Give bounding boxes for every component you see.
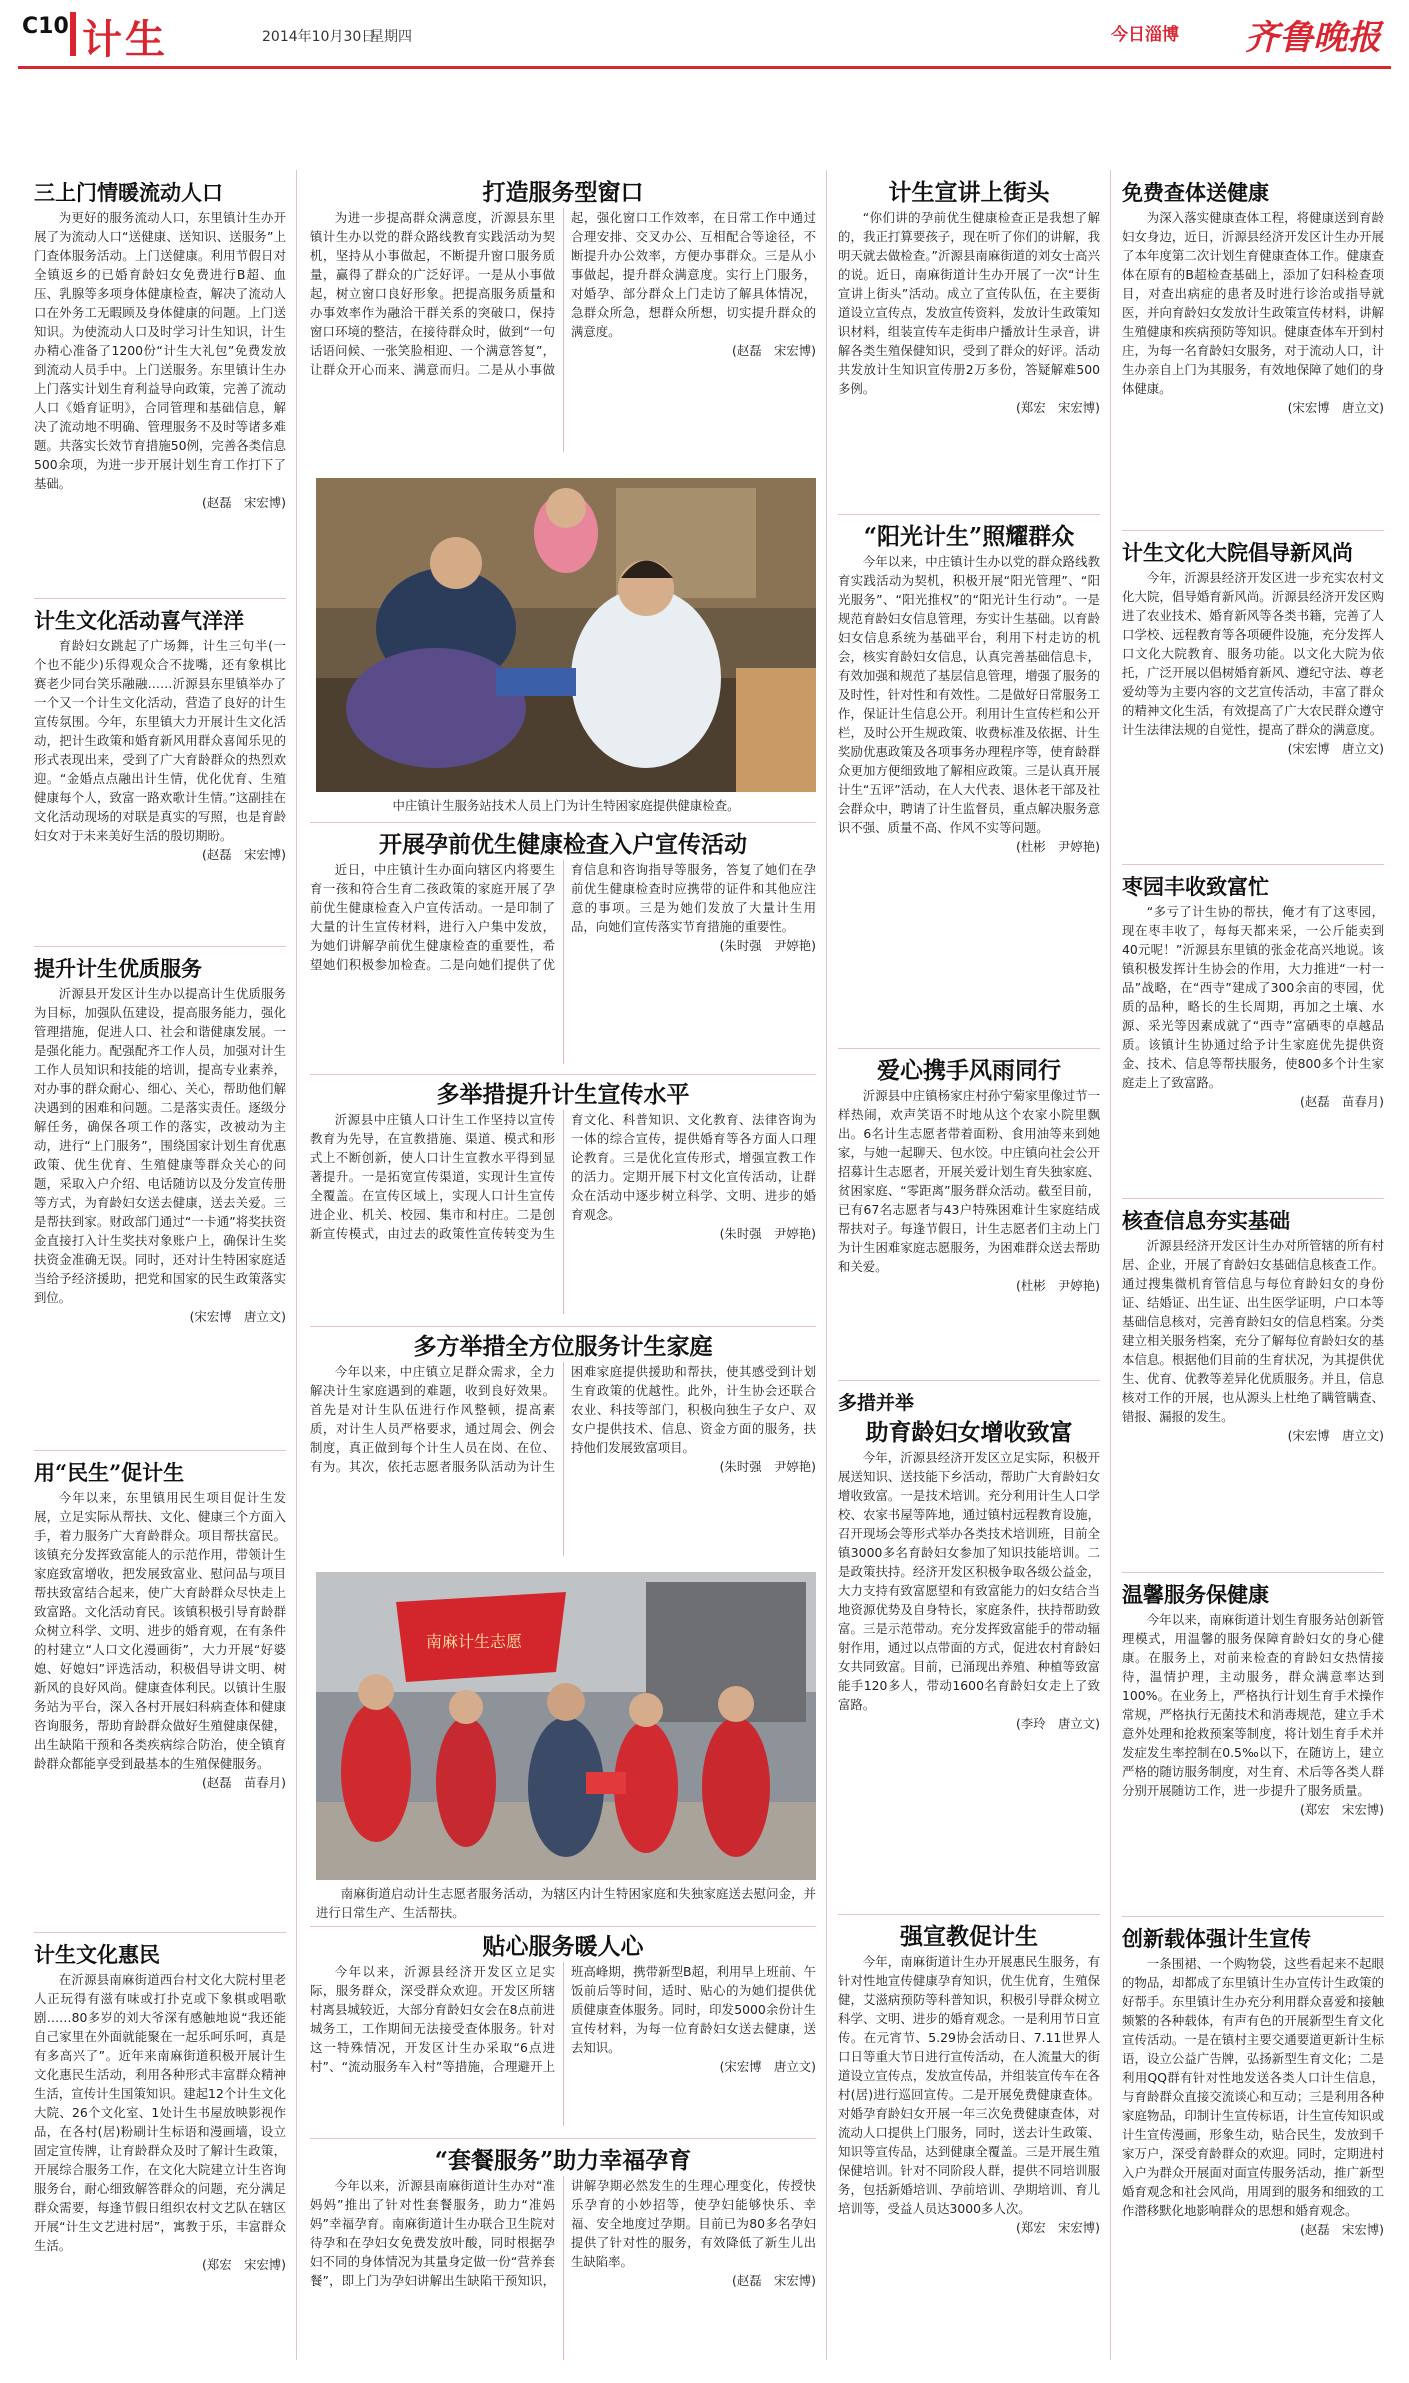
rule [310, 1926, 816, 1927]
headline: 核查信息夯实基础 [1122, 1208, 1290, 1233]
article-a18 [1122, 538, 1384, 858]
page-number: C10 [22, 14, 69, 39]
byline: (赵磊 宋宏博) [1299, 2222, 1384, 2237]
article-a12 [838, 178, 1100, 508]
headline: 免费查体送健康 [1122, 180, 1269, 205]
rule [1122, 1572, 1384, 1573]
photo-health-check [316, 478, 816, 792]
rule [1122, 864, 1384, 865]
headline: 计生宣讲上街头 [888, 179, 1050, 206]
headline: 提升计生优质服务 [34, 956, 202, 981]
column-divider [826, 170, 827, 2360]
article-a14 [838, 1056, 1100, 1374]
article-body: 沂源县经济开发区计生办对所管辖的所有村居、企业，开展了育龄妇女基础信息核查工作。通过搜集微机育管信息与每位育龄妇女的身份证、结婚证、出生证、出生医学证明，户口本等基础信息核对，完善育龄妇女的信息档案。分类建立相关服务档案，充分了解每位育龄妇女的基本信息。根据他们目前的生育状况，为其提供优生、优育、优教等差异化优质服务。并且，信息核对工作的开展，也从源头上杜绝了瞒管瞒查、错报、漏报的发生。 [1122, 1238, 1384, 1424]
headline: 温馨服务保健康 [1122, 1582, 1269, 1607]
headline: “套餐服务”助力幸福孕育 [434, 2147, 692, 2174]
column-divider [1110, 170, 1111, 2360]
rule [1122, 1916, 1384, 1917]
rule [838, 514, 1100, 515]
byline: (宋宏博 唐立文) [719, 2059, 816, 2074]
photo-caption: 中庄镇计生服务站技术人员上门为计生特困家庭提供健康检查。 [392, 798, 740, 813]
article-body: “多亏了计生协的帮扶，俺才有了这枣园，现在枣丰收了，每每天都来采，一公斤能卖到40元呢！”沂源县东里镇的张金花高兴地说。该镇积极发挥计生协会的作用，大力推进“一村一品”战略，在“西寺”建成了300余亩的枣园，优质的品种，略长的生长周期，再加之土壤、水源、采光等因素成就了“西寺”富硒枣的卓越品质。该镇计生协通过给予计生家庭优先提供资金、技术、信息等帮扶服务，使800多个计生家庭走上了致富路。 [1122, 904, 1384, 1090]
headline: 计生文化大院倡导新风尚 [1122, 540, 1353, 565]
byline: (朱时强 尹婷艳) [719, 1459, 816, 1474]
byline: (赵磊 宋宏博) [201, 847, 286, 862]
article-a3 [34, 954, 286, 1444]
article-a22 [1122, 1924, 1384, 2366]
byline: (朱时强 尹婷艳) [719, 938, 816, 953]
article-body: 沂源县中庄镇杨家庄村孙宁菊家里像过节一样热闹，欢声笑语不时地从这个农家小院里飘出。6名计生志愿者带着面粉、食用油等来到她家，与她一起聊天、包水饺。中庄镇向社会公开招募计生志愿者，开展关爱计划生育失独家庭、贫困家庭、“零距离”服务群众活动。截至目前，已有67名志愿者与43户特殊困难计生家庭结成帮扶对子。每逢节假日，计生志愿者们主动上门为计生困难家庭志愿服务，为困难群众送去帮助和关爱。 [838, 1088, 1100, 1274]
rule [1122, 530, 1384, 531]
headline: 多举措提升计生宣传水平 [436, 1081, 690, 1108]
article-body: 为深入落实健康查体工程，将健康送到育龄妇女身边，近日，沂源县经济开发区计生办开展了本年度第二次计划生育健康查体工作。健康查体在原有的B超检查基础上，添加了妇科检查项目，对查出病症的患者及时进行诊治或指导就医，并向育龄妇女发放计生政策宣传材料，讲解生殖健康和疾病预防等知识。健康查体车开到村庄，为每一名育龄妇女服务，对于流动人口，计生办亲自上门为其服务，有效地保障了她们的身体健康。 [1122, 210, 1384, 396]
article-body: 一条围裙、一个购物袋，这些看起来不起眼的物品，却都成了东里镇计生办宣传计生政策的好帮手。东里镇计生办充分利用群众喜爱和接触频繁的各种载体，有声有色的开展新型生育文化宣传活动。一是在镇村主要交通要道更新计生标语，设立公益广告牌，弘扬新型生育文化；二是利用QQ群有针对性地发送各类人口计生信息，与育龄群众直接交流谈心和互动；三是利用各种家庭物品，印制计生宣传标语，计生宣传知识或计生宣传漫画，形象生动，贴合民生，发放到千家万户，深受育龄群众的欢迎。同时，定期进村入户为群众开展面对面宣传服务活动，推广新型婚育观念和社会风尚，用周到的服务和细致的工作潜移默化地影响群众的思想和婚育观念。 [1122, 1956, 1384, 2218]
headline: 计生文化惠民 [34, 1942, 160, 1967]
rule [310, 1326, 816, 1327]
newspaper-logo: 齐鲁晚报 [1245, 18, 1381, 58]
rule [838, 1914, 1100, 1915]
rule [310, 822, 816, 823]
brand-subtitle: 今日淄博 [1111, 25, 1179, 45]
article-body: 今年，沂源县经济开发区立足实际，积极开展送知识、送技能下乡活动，帮助广大育龄妇女增收致富。一是技术培训。充分利用计生人口学校、农家书屋等阵地，通过镇村远程教育设施，召开现场会等形式举办各类技术培训班，目前全镇3000多名育龄妇女参加了知识技能培训。二是政策扶持。经济开发区积极争取各级公益金，大力支持有致富愿望和有致富能力的妇女结合当地资源优势及自身特长，家庭条件，扶持帮助致富。三是示范带动。充分发挥致富能手的带动辐射作用，通过以点带面的方式，促进农村育龄妇女共同致富。目前，已涌现出养殖、种植等致富能手120多人，带动1600名育龄妇女走上了致富路。 [838, 1450, 1100, 1712]
article-body: “你们讲的孕前优生健康检查正是我想了解的，我正打算要孩子，现在听了你们的讲解，我明天就去做检查。”沂源县南麻街道的刘女士高兴的说。近日，南麻街道计生办开展了一次“计生宣讲上街头”活动。成立了宣传队伍，在主要街道设立宣传点，发放宣传资料，发放计生政策知识材料，组装宣传车走街串户播放计生录音，讲解各类生殖保健知识，受到了群众的好评。活动共发放计生知识宣传册2万多份，答疑解难500多例。 [838, 210, 1100, 396]
article-body: 近日，中庄镇计生办面向辖区内将要生育一孩和符合生育二孩政策的家庭开展了孕前优生健康检查入户宣传活动。一是印制了大量的计生宣传材料，进行入户集中发放，为她们讲解孕前优生健康检查的重要性，希望她们积极参加检查。二是向她们提供了优育信息和咨询指导等服务，答复了她们在孕前优生健康检查时应携带的证件和其他应注意的事项。三是为她们发放了大量计生用品，向她们宣传落实节育措施的重要性。 [310, 862, 816, 972]
byline: (赵磊 宋宏博) [731, 343, 816, 358]
article-body: 育龄妇女跳起了广场舞，计生三句半(一个也不能少)乐得观众合不拢嘴，还有象棋比赛老少同台笑乐融融……沂源县东里镇举办了一个又一个计生文化活动，营造了良好的计生宣传氛围。今年，东里镇大力开展计生文化活动，把计生政策和婚育新风用群众喜闻乐见的形式表现出来，受到了广大育龄群众的热烈欢迎。“金婚点点融出计生情，优化优育、生殖健康每个人，致富一路欢歌计生情。”这副挂在文化活动现场的对联是真实的写照，也是育龄妇女对于未来美好生活的殷切期盼。 [34, 638, 286, 843]
byline: (朱时强 尹婷艳) [719, 1226, 816, 1241]
byline: (宋宏博 唐立文) [1287, 400, 1384, 415]
article-body: 今年以来，沂源县南麻街道计生办对“准妈妈”推出了针对性套餐服务，助力“准妈妈”幸福孕育。南麻街道计生办联合卫生院对待孕和在孕妇女免费发放叶酸，同时根据孕妇不同的身体情况为其量身定做一份“营养套餐”，即上门为孕妇讲解出生缺陷干预知识，讲解孕期必然发生的生理心理变化，传授快乐孕育的小妙招等，使孕妇能够快乐、幸福、安全地度过孕期。目前已为80多名孕妇提供了针对性的服务，有效降低了新生儿出生缺陷率。 [310, 2178, 816, 2288]
headline: 计生文化活动喜气洋洋 [34, 608, 244, 633]
headline: 多方举措全方位服务计生家庭 [413, 1333, 713, 1360]
kicker: 多措并举 [838, 1392, 915, 1414]
article-a19 [1122, 872, 1384, 1192]
article-body: 沂源县开发区计生办以提高计生优质服务为目标，加强队伍建设，提高服务能力，强化管理措施，促进人口、社会和谐健康发展。一是强化能力。配强配齐工作人员，加强对计生工作人员知识和技能的培训，提高专业素养，对办事的群众耐心、细心、关心，帮助他们解决遇到的困难和问题。二是落实责任。逐级分解任务，确保各项工作的落实，改被动为主动，进行“上门服务”，围绕国家计划生育优惠政策、优生优育、生殖健康等群众关心的问题，采取入户介绍、电话随访以及分发宣传册等方式，为育龄妇女送去健康，送去关爱。三是帮扶到家。财政部门通过“一卡通”将奖扶资金直接打入计生奖扶对象账户上，确保计生奖扶资金准确无误。同时，还对计生特困家庭适当给予经济援助，把党和国家的民生政策落实到位。 [34, 986, 286, 1305]
byline: (李玲 唐立文) [1015, 1716, 1100, 1731]
article-a11 [310, 2146, 816, 2366]
article-body: 为更好的服务流动人口，东里镇计生办开展了为流动人口“送健康、送知识、送服务”上门查体服务活动。上门送健康。利用节假日对全镇返乡的已婚育龄妇女免费进行B超、血压、乳腺等多项身体健康检查，解决了流动人口在外务工无暇顾及身体健康的问题。上门送知识。为使流动人口及时学习计生知识，计生办精心准备了1200份“计生大礼包”免费发放到流动人员手中。上门送服务。东里镇计生办上门落实计划生育利益导向政策，完善了流动人口《婚育证明》，合同管理和基础信息，解决了流动地不明确、管理服务不及时等诸多难题。共落实长效节育措施50例，完善各类信息500余项，为进一步开展计划生育工作打下了基础。 [34, 210, 286, 491]
rule [34, 598, 286, 599]
article-body: 今年以来，南麻街道计划生育服务站创新管理模式，用温馨的服务保障育龄妇女的身心健康。在服务上，对前来检查的育龄妇女热情接待，温情护理，主动服务，群众满意率达到100%。在业务上，严格执行计划生育手术操作常规，严格执行无菌技术和消毒规范，建立手术意外处理和抢救预案等制度，将计划生育手术并发症发生率控制在0.5‰以下，在随访上，建立严格的随访服务制度，对生育、术后等各类人群分别开展随访工作，进一步提升了服务质量。 [1122, 1612, 1384, 1798]
article-a17 [1122, 178, 1384, 524]
byline: (宋宏博 唐立文) [189, 1309, 286, 1324]
article-a16 [838, 1922, 1100, 2366]
rule [34, 1932, 286, 1933]
headline: 用“民生”促计生 [34, 1460, 185, 1485]
column-divider [296, 170, 297, 2360]
byline: (杜彬 尹婷艳) [1015, 839, 1100, 854]
byline: (赵磊 苗春月) [1299, 1094, 1384, 1109]
article-body: 今年以来，沂源县经济开发区立足实际，服务群众，深受群众欢迎。开发区所辖村离县城较近，大部分育龄妇女会在8点前进城务工，工作期间无法接受查体服务。针对这一特殊情况，开发区计生办采取“6点进村”、“流动服务车入村”等措施，合理避开上班高峰期，携带新型B超，利用早上班前、午饭前后等时间，适时、贴心的为她们提供优质健康查体服务。同时，印发5000余份计生宣传材料，为每一位育龄妇女送去健康，送去知识。 [310, 1964, 816, 2074]
headline: “阳光计生”照耀群众 [863, 523, 1075, 550]
photo-caption: 南麻街道启动计生志愿者服务活动，为辖区内计生特困家庭和失独家庭送去慰问金，并进行日常生产、生活帮扶。 [316, 1886, 816, 1920]
byline: (赵磊 苗春月) [201, 1775, 286, 1790]
article-a9 [310, 1332, 816, 1562]
volunteer-photo [316, 1572, 816, 1880]
article-body: 今年以来，中庄镇立足群众需求，全力解决计生家庭遇到的难题，收到良好效果。首先是对计生队伍进行作风整顿，提高素质，对计生人员严格要求，通过周会、例会制度，真正做到每个计生人员在岗、在位、有为。其次，依托志愿者服务队活动为计生困难家庭提供援助和帮扶，使其感受到计划生育政策的优越性。此外，计生协会还联合农业、科技等部门，积极向独生子女户、双女户提供技术、信息、资金方面的服务，扶持他们发展致富项目。 [310, 1364, 816, 1474]
header-rule [18, 66, 1391, 69]
health-check-photo [316, 478, 816, 792]
rule [838, 1380, 1100, 1381]
headline: 开展孕前优生健康检查入户宣传活动 [379, 831, 747, 858]
byline: (宋宏博 唐立文) [1287, 1428, 1384, 1443]
article-a15 [838, 1388, 1100, 1908]
byline: (郑宏 宋宏博) [1015, 2220, 1100, 2235]
byline: (赵磊 宋宏博) [201, 495, 286, 510]
article-body: 今年以来，中庄镇计生办以党的群众路线教育实践活动为契机，积极开展“阳光管理”、“阳光服务”、“阳光推权”的“阳光计生行动”。一是规范育龄妇女信息管理，夯实计生基础。以育龄妇女信息系统为基础平台，利用下村走访的机会，核实育龄妇女信息，认真完善基础信息卡，有效加强和规范了基层信息管理，增强了服务的及时性，针对性和有效性。二是做好日常服务工作，保证计生信息公开。利用计生宣传栏和公开栏，及时公开生规政策、收费标准及依据、计生奖励优惠政策及各项事务办理程序等，使育龄群众更加方便细致地了解相应政策。三是认真开展计生“五评”活动，在人大代表、退休老干部及社会群众中，聘请了计生监督员，重点解决服务意识不强、质量不高、作风不实等问题。 [838, 554, 1100, 835]
article-body: 今年，沂源县经济开发区进一步充实农村文化大院，倡导婚育新风尚。沂源县经济开发区购进了农业技术、婚育新风等各类书籍，完善了人口学校、远程教育等各项硬件设施，充分发挥人口文化大院教育、服务功能。以文化大院为依托，广泛开展以倡树婚育新风、遵纪守法、尊老爱幼等为主要内容的文艺宣传活动，丰富了群众的精神文化生活，有效提高了广大农民群众遵守计生法律法规的自觉性，提高了群众的满意度。 [1122, 570, 1384, 737]
byline: (郑宏 宋宏博) [1299, 1802, 1384, 1817]
rule [310, 2138, 816, 2139]
byline: (郑宏 宋宏博) [1015, 400, 1100, 415]
article-a21 [1122, 1580, 1384, 1910]
headline: 强宣教促计生 [900, 1923, 1038, 1950]
byline: (宋宏博 唐立文) [1287, 741, 1384, 756]
headline: 助育龄妇女增收致富 [865, 1419, 1073, 1446]
article-body: 今年，南麻街道计生办开展惠民生服务，有针对性地宣传健康孕育知识，优生优育，生殖保健，艾滋病预防等科普知识，积极引导群众树立科学、文明、进步的婚育观念。一是利用节日宣传。在元宵节、5.29协会活动日、7.11世界人口日等重大节日进行宣传活动，在人流量大的街道设立宣传点，发放宣传品，并组装宣传车在各村(居)进行巡回宣传。二是开展免费健康查体。对婚孕育龄妇女开展一年三次免费健康查体，对流动人口提供上门服务，同时，送去计生政策、知识等宣传品，达到健康全覆盖。三是开展生殖保健培训。针对不同阶段人群，提供不同培训服务，包括新婚培训、孕前培训、孕期培训、育儿培训等，受益人员达3000多人次。 [838, 1954, 1100, 2216]
article-a4 [34, 1458, 286, 1926]
headline: 贴心服务暖人心 [482, 1933, 644, 1960]
banner-text: 南麻计生志愿 [426, 1632, 523, 1651]
section-title: 计生 [82, 16, 168, 63]
rule [838, 1048, 1100, 1049]
issue-weekday: 星期四 [370, 29, 412, 45]
article-a7 [310, 830, 816, 1070]
article-body: 为进一步提高群众满意度，沂源县东里镇计生办以党的群众路线教育实践活动为契机，坚持从小事做起，不断提升窗口服务质量，赢得了群众的广泛好评。一是从小事做起，树立窗口良好形象。把提高服务质量和办事效率作为融洽干群关系的突破口，保持窗口环境的整洁，在接待群众时，做到“一句话语问候、一张笑脸相迎、一个满意答复”，让群众开心而来、满意而归。二是从小事做起，强化窗口工作效率，在日常工作中通过合理安排、交叉办公、互相配合等途径，不断提升办公效率，方便办事群众。三是从小事做起，提升群众满意度。实行上门服务，对婚孕、部分群众上门走访了解具体情况，急群众所急，想群众所想，切实提升群众的满意度。 [310, 210, 816, 377]
article-a20 [1122, 1206, 1384, 1566]
rule [34, 1450, 286, 1451]
article-a5 [34, 1940, 286, 2360]
article-a8 [310, 1080, 816, 1320]
page-header [0, 0, 1409, 88]
section-marker [70, 12, 76, 56]
headline: 创新载体强计生宣传 [1122, 1926, 1311, 1951]
photo-volunteers [316, 1572, 816, 1880]
byline: (郑宏 宋宏博) [201, 2257, 286, 2272]
rule [34, 946, 286, 947]
headline: 三上门情暖流动人口 [34, 180, 223, 205]
article-a1 [34, 178, 286, 593]
article-a6 [310, 178, 816, 458]
article-body: 在沂源县南麻街道西台村文化大院村里老人正玩得有滋有味或打扑克或下象棋或唱歌剧……80多岁的刘大爷深有感触地说“我还能自己家里在外面就能聚在一起乐呵乐呵，真是有多高兴了”。近年来南麻街道积极开展计生文化惠民生活动，利用各种形式丰富群众精神生活，宣传计生国策知识。建起12个计生文化大院、26个文化室、1处计生书屋放映影视作品，在各村(居)粉刷计生标语和漫画墙，设立固定宣传牌，让育龄群众及时了解计生政策，开展综合服务工作，在文化大院建立计生咨询服务台，耐心细致解答群众的问题，充分满足群众需要，每逢节假日组织农村文艺队在辖区开展“计生文艺进村居”，寓教于乐，丰富群众生活。 [34, 1972, 286, 2253]
byline: (赵磊 宋宏博) [731, 2273, 816, 2288]
headline: 爱心携手风雨同行 [877, 1057, 1061, 1084]
article-a10 [310, 1932, 816, 2132]
byline: (杜彬 尹婷艳) [1015, 1278, 1100, 1293]
article-body: 今年以来，东里镇用民生项目促计生发展，立足实际从帮扶、文化、健康三个方面入手，着力服务广大育龄群众。项目帮扶富民。该镇充分发挥致富能人的示范作用，带领计生家庭致富增收，把发展致富业、慰问品与项目帮扶致富结合起来，使广大育龄群众尽快走上致富路。文化活动育民。该镇积极引导育龄群众树立科学、文明、进步的婚育观，在有条件的村建立“人口文化漫画街”，大力开展“好婆媳、好媳妇”评选活动，积极倡导讲文明、树新风的良好风尚。健康查体利民。以镇计生服务站为平台，深入各村开展妇科病查体和健康咨询服务，帮助育龄群众做好生殖健康保健，出生缺陷干预和各类疾病综合防治，使全镇育龄群众都能享受到最基本的生殖保健服务。 [34, 1490, 286, 1771]
article-a2 [34, 606, 286, 941]
rule [1122, 1198, 1384, 1199]
article-a13 [838, 522, 1100, 1042]
article-body: 沂源县中庄镇人口计生工作坚持以宣传教育为先导，在宣教措施、渠道、模式和形式上不断创新，使人口计生宣教水平得到显著提升。一是拓宽宣传渠道，实现计生宣传全覆盖。在宣传区域上，实现人口计生宣传进企业、机关、校园、集市和村庄。二是创新宣传模式，由过去的政策性宣传转变为生育文化、科普知识、文化教育、法律咨询为一体的综合宣传，提供婚育等各方面人口理论教育。三是优化宣传形式，增强宣教工作的活力。定期开展下村文化宣传活动，让群众在活动中逐步树立科学、文明、进步的婚育观念。 [310, 1112, 816, 1241]
issue-date: 2014年10月30日 [262, 29, 376, 45]
headline: 打造服务型窗口 [482, 179, 644, 206]
headline: 枣园丰收致富忙 [1122, 874, 1269, 899]
rule [310, 1074, 816, 1075]
